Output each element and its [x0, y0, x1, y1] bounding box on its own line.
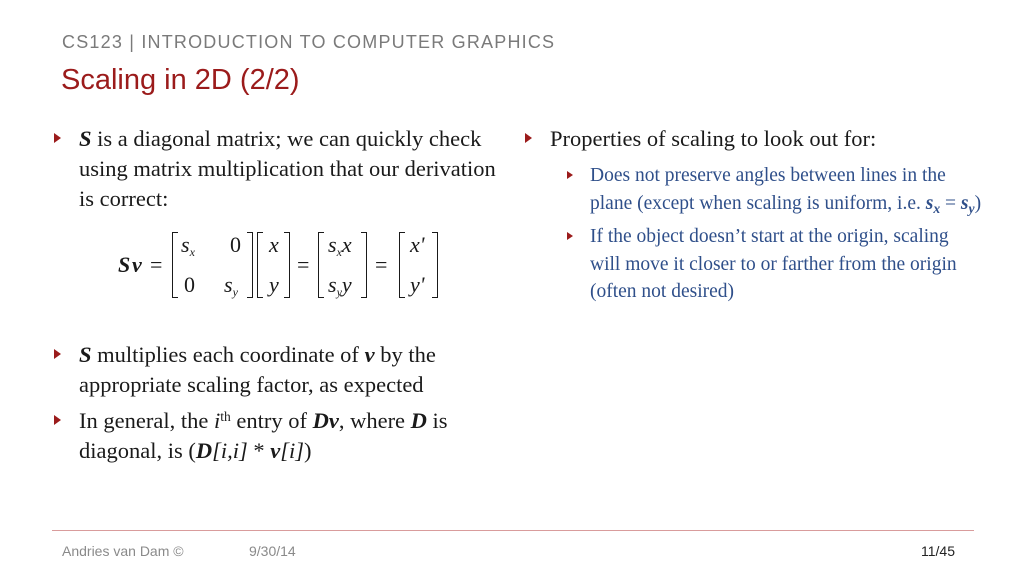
eq-equals-1: =: [150, 252, 163, 277]
bullet-properties: Properties of scaling to look out for:: [523, 124, 983, 154]
vector-entry-x: x: [269, 232, 279, 257]
bullet-arrow-icon: [54, 133, 61, 143]
left-column: [52, 124, 502, 466]
subbullet-origin: If the object doesn’t start at the origin, scaling will move it closer to or farther from the origin (often not desired): [564, 223, 983, 306]
subbullet-arrow-icon: [567, 171, 573, 179]
bullet-arrow-icon: [54, 349, 61, 359]
prime-bracket-right: [432, 232, 438, 298]
right-column: [523, 124, 983, 306]
eq-lhs-s: S: [118, 252, 131, 277]
prime-bracket-left: [399, 232, 405, 298]
bullet-arrow-icon: [525, 133, 532, 143]
matrix-entry-21: 0: [184, 272, 195, 297]
vector-bracket-right: [284, 232, 290, 298]
footer-author: Andries van Dam ©: [62, 543, 184, 559]
footer-divider: [52, 530, 974, 531]
matrix-entry-22: $s_y$: [224, 272, 238, 299]
matrix-entry-11: $s_x$: [181, 232, 195, 259]
subbullet-angles: Does not preserve angles between lines in the plane (except when scaling is uniform, i.e. $s_x = s_y$): [564, 162, 983, 217]
bullet-diagonal-matrix: [52, 124, 502, 214]
matrix-bracket-left: [172, 232, 178, 298]
eq-equals-2: =: [297, 252, 310, 277]
bullet-arrow-icon: [54, 415, 61, 425]
eq-equals-3: =: [375, 252, 388, 277]
bullet-multiplies-coordinates: S multiplies each coordinate of v by the appropriate scaling factor, as expected: [52, 340, 502, 400]
vector-bracket-left: [257, 232, 263, 298]
vector-entry-y: y: [269, 272, 279, 297]
result-entry-1: $s_xx$: [328, 232, 352, 259]
footer-page-number: 11/45: [921, 543, 955, 559]
eq-lhs-v: v: [132, 252, 142, 277]
matrix-s-symbol: S: [79, 126, 92, 151]
footer-date: 9/30/14: [249, 543, 296, 559]
result-entry-2: $s_yy$: [328, 272, 352, 299]
result-bracket-left: [318, 232, 324, 298]
result-bracket-right: [361, 232, 367, 298]
prime-entry-y: y': [410, 272, 425, 297]
prime-entry-x: x': [410, 232, 425, 257]
slide-title: Scaling in 2D (2/2): [61, 64, 300, 96]
bullet-general-entry: In general, the $i^{th}$ entry of Dv, where D is diagonal, is (D[i,i] * v[i]): [52, 406, 502, 466]
subbullet-arrow-icon: [567, 232, 573, 240]
matrix-entry-12: 0: [230, 232, 241, 257]
course-header: CS123 | INTRODUCTION TO COMPUTER GRAPHICS: [62, 32, 556, 52]
bullet-text: is a diagonal matrix; we can quickly check using matrix multiplication that our derivation is correct:: [79, 126, 496, 211]
matrix-bracket-right: [247, 232, 253, 298]
scaling-equation: [52, 228, 502, 304]
